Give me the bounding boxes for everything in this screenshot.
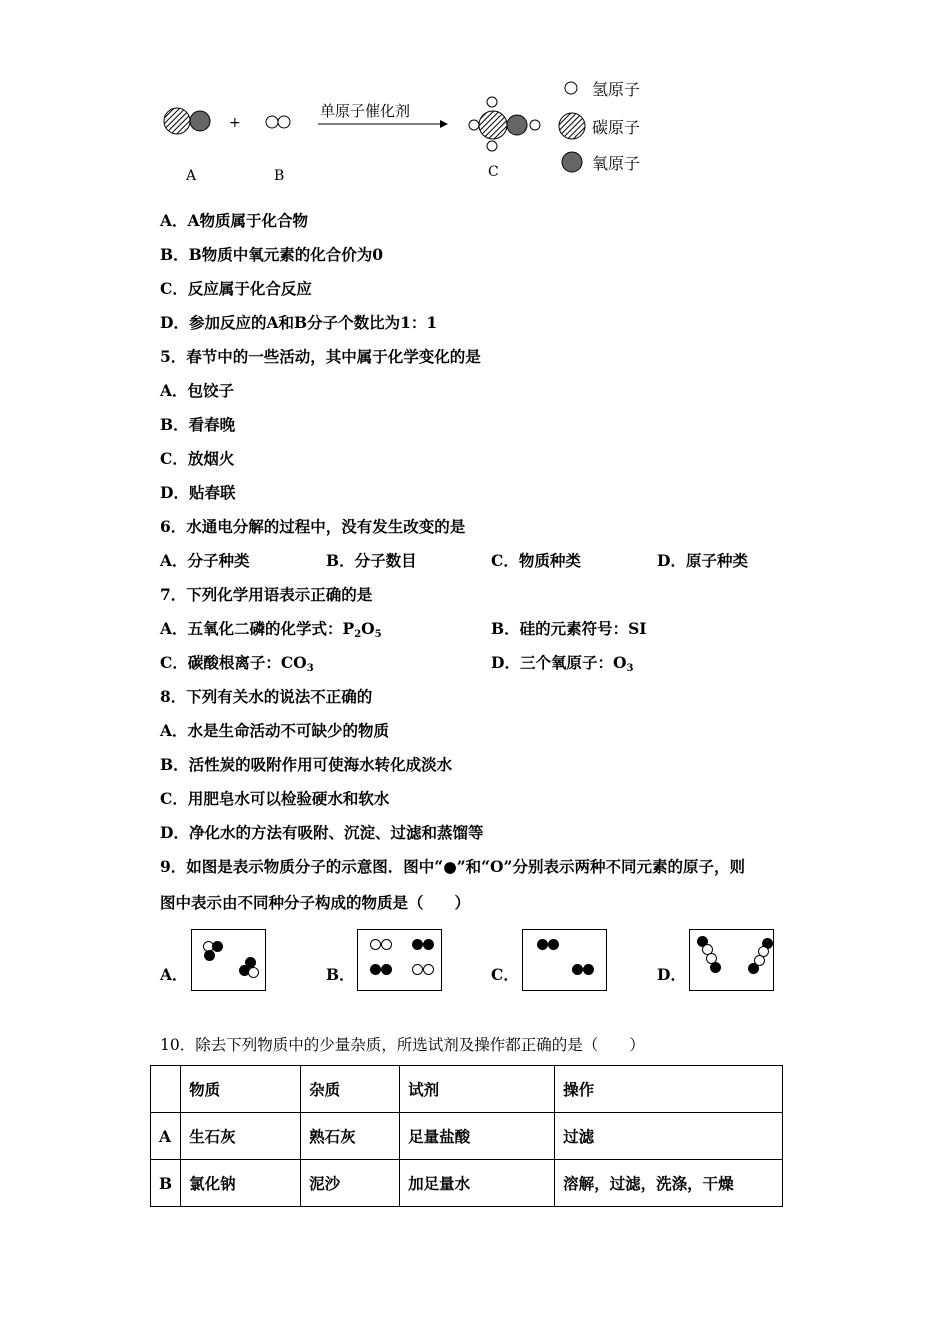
- white-atom-icon: [381, 939, 392, 950]
- black-atom-icon: [370, 964, 381, 975]
- black-atom-icon: [204, 950, 215, 961]
- q8-option-a: A．水是生命活动不可缺少的物质: [160, 721, 390, 740]
- q9-box-b: [357, 929, 442, 991]
- table-cell: 加足量水: [400, 1160, 555, 1207]
- q9-box-c: [522, 929, 607, 991]
- white-atom-icon: [248, 967, 259, 978]
- table-header-row: [151, 1066, 783, 1113]
- q7-option-a: A．五氧化二磷的化学式：$P_2O_5$: [160, 619, 382, 640]
- q8-option-c: C．用肥皂水可以检验硬水和软水: [160, 789, 390, 808]
- q6-option-d: D．原子种类: [657, 551, 748, 570]
- table-cell: A: [151, 1113, 181, 1160]
- q9-box-a: [191, 929, 266, 991]
- table-header-cell: 操作: [555, 1066, 783, 1113]
- black-atom-icon: [572, 964, 583, 975]
- q5-stem: 5．春节中的一些活动，其中属于化学变化的是: [160, 347, 481, 366]
- white-atom-icon: [370, 939, 381, 950]
- label-a: A: [186, 168, 197, 184]
- white-atom-icon: [423, 964, 434, 975]
- label-c: C: [488, 164, 499, 180]
- q7-option-c: C．碳酸根离子：$CO_3$: [160, 653, 314, 674]
- q9-stem-line2: 图中表示由不同种分子构成的物质是（ ）: [160, 893, 471, 912]
- q10-table: [150, 1065, 783, 1207]
- q9-label-c: C．: [491, 965, 519, 984]
- q10-stem: 10．除去下列物质中的少量杂质，所选试剂及操作都正确的是（ ）: [160, 1036, 645, 1054]
- table-cell: 熟石灰: [301, 1113, 400, 1160]
- table-cell: 氯化钠: [181, 1160, 301, 1207]
- table-cell: 生石灰: [181, 1113, 301, 1160]
- hydrogen-atom-icon: [565, 82, 577, 94]
- q6-option-c: C．物质种类: [491, 551, 581, 570]
- black-atom-icon: [710, 962, 721, 973]
- label-b: B: [274, 168, 285, 184]
- q4-option-a: A．A物质属于化合物: [160, 211, 309, 230]
- black-atom-icon: [212, 941, 223, 952]
- q7-stem: 7．下列化学用语表示正确的是: [160, 585, 373, 604]
- table-cell: 足量盐酸: [400, 1113, 555, 1160]
- oxygen-atom-icon: [562, 152, 582, 172]
- table-cell: B: [151, 1160, 181, 1207]
- q9-stem-line1: 9．如图是表示物质分子的示意图．图中“●”和“O”分别表示两种不同元素的原子，则: [160, 857, 745, 876]
- white-atom-icon: [412, 964, 423, 975]
- black-atom-icon: [548, 939, 559, 950]
- q5-option-a: A．包饺子: [160, 381, 235, 400]
- legend-hydrogen: 氢原子: [592, 80, 641, 99]
- q6-stem: 6．水通电分解的过程中，没有发生改变的是: [160, 517, 466, 536]
- q6-option-b: B．分子数目: [326, 551, 417, 570]
- legend-oxygen: 氧原子: [592, 154, 641, 173]
- q7-option-b: B．硅的元素符号：SI: [491, 619, 647, 638]
- q7-option-d: D．三个氧原子：$O_3$: [491, 653, 634, 674]
- black-atom-icon: [583, 964, 594, 975]
- carbon-atom-icon: [559, 113, 585, 139]
- black-atom-icon: [537, 939, 548, 950]
- table-cell: 溶解，过滤，洗涤，干燥: [555, 1160, 783, 1207]
- table-row: [151, 1160, 783, 1207]
- black-atom-icon: [412, 939, 423, 950]
- table-cell: 泥沙: [301, 1160, 400, 1207]
- plus-sign: +: [229, 115, 241, 131]
- q8-option-b: B．活性炭的吸附作用可使海水转化成淡水: [160, 755, 453, 774]
- q9-label-a: A．: [160, 965, 188, 984]
- table-row: [151, 1113, 783, 1160]
- black-atom-icon: [748, 963, 759, 974]
- q4-option-d: D．参加反应的A和B分子个数比为1：1: [160, 313, 438, 332]
- molecule-c-icon: [469, 97, 540, 151]
- q5-option-c: C．放烟火: [160, 449, 235, 468]
- black-atom-icon: [381, 964, 392, 975]
- q4-option-b: B．B物质中氧元素的化合价为0: [160, 245, 383, 264]
- legend-carbon: 碳原子: [592, 118, 641, 137]
- q9-box-d: [689, 929, 774, 991]
- q6-option-a: A．分子种类: [160, 551, 250, 570]
- q4-option-c: C．反应属于化合反应: [160, 279, 312, 298]
- molecule-b-icon: [266, 116, 290, 128]
- q8-option-d: D．净化水的方法有吸附、沉淀、过滤和蒸馏等: [160, 823, 484, 842]
- reaction-diagram: [150, 75, 670, 190]
- black-atom-icon: [423, 939, 434, 950]
- q8-stem: 8．下列有关水的说法不正确的: [160, 687, 373, 706]
- q9-label-b: B．: [326, 965, 355, 984]
- table-cell: 过滤: [555, 1113, 783, 1160]
- q5-option-b: B．看春晚: [160, 415, 236, 434]
- molecule-a-icon: [164, 108, 210, 134]
- table-header-cell: 杂质: [301, 1066, 400, 1113]
- table-header-cell: [151, 1066, 181, 1113]
- q5-option-d: D．贴春联: [160, 483, 236, 502]
- table-header-cell: 试剂: [400, 1066, 555, 1113]
- arrow-label: 单原子催化剂: [320, 102, 411, 120]
- q9-label-d: D．: [657, 965, 686, 984]
- table-header-cell: 物质: [181, 1066, 301, 1113]
